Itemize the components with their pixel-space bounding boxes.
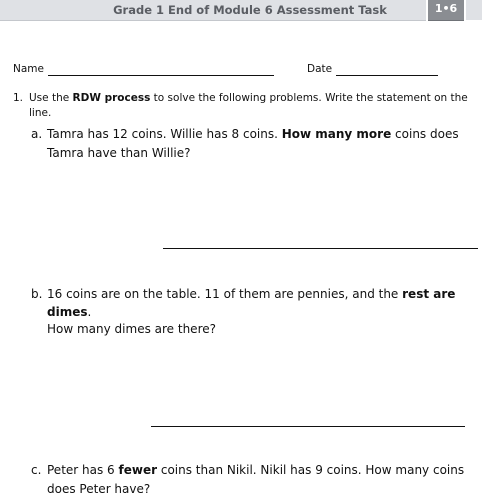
question-number: 1. bbox=[13, 92, 24, 104]
problem-text-part: Peter has 6 bbox=[47, 463, 119, 477]
answer-line-a[interactable] bbox=[163, 248, 478, 249]
problem-a-text-line2: Tamra have than Willie? bbox=[47, 146, 191, 160]
problem-emphasis: rest are bbox=[402, 287, 456, 301]
problem-a-text bbox=[47, 126, 477, 143]
problem-text-part: 16 coins are on the table. 11 of them are pennies, and the bbox=[47, 287, 403, 301]
header-end bbox=[466, 0, 482, 20]
problem-b-text-line3: How many dimes are there? bbox=[47, 322, 216, 336]
answer-line-b[interactable] bbox=[151, 426, 465, 427]
problem-b-label: b. bbox=[31, 287, 43, 301]
problem-emphasis: fewer bbox=[118, 463, 158, 477]
problem-text-part: Tamra has 12 coins. Willie has 8 coins. bbox=[47, 127, 282, 141]
problem-b-text-line2 bbox=[47, 304, 91, 321]
problem-a-label: a. bbox=[31, 127, 43, 141]
problem-emphasis: dimes bbox=[47, 305, 88, 319]
intro-text-part: to solve the following problems. Write the statement on the bbox=[150, 92, 468, 104]
date-label: Date bbox=[307, 63, 333, 75]
problem-b-text bbox=[47, 286, 477, 303]
intro-emphasis: RDW process bbox=[72, 92, 151, 104]
module-badge: 1•6 bbox=[428, 0, 464, 21]
page-title: Grade 1 End of Module 6 Assessment Task bbox=[113, 3, 387, 17]
name-field[interactable] bbox=[48, 75, 274, 76]
problem-text-part: coins than Nikil. Nikil has 9 coins. How many coins bbox=[157, 463, 465, 477]
problem-c-text-line2: does Peter have? bbox=[47, 482, 151, 496]
problem-text-part: . bbox=[87, 305, 92, 319]
problem-text-part: coins does bbox=[391, 127, 459, 141]
date-field[interactable] bbox=[336, 75, 438, 76]
problem-c-text bbox=[47, 462, 477, 479]
name-label: Name bbox=[13, 63, 44, 75]
question-intro-line2: line. bbox=[29, 107, 52, 119]
problem-c-label: c. bbox=[31, 463, 42, 477]
intro-text-part: Use the bbox=[29, 92, 73, 104]
problem-emphasis: How many more bbox=[281, 127, 392, 141]
question-intro bbox=[29, 91, 474, 106]
